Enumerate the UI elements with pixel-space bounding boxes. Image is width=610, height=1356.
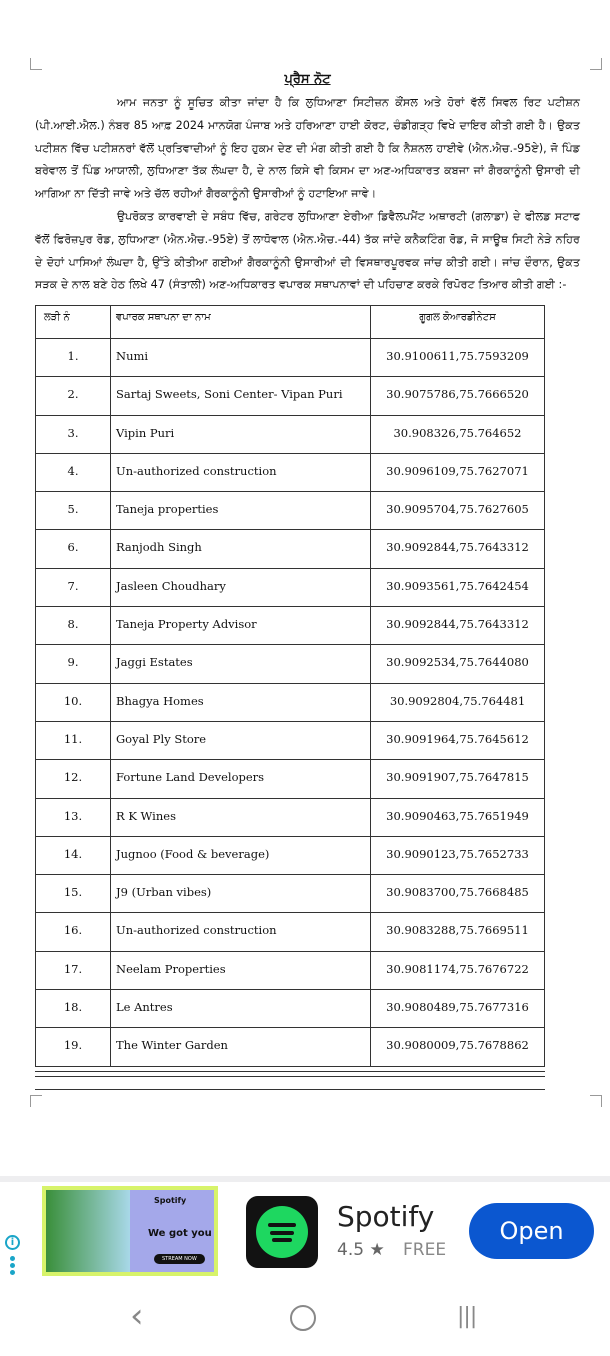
- table-row: [36, 990, 545, 1028]
- table-header-row: [36, 306, 545, 339]
- coordinates-cell: 30.908326,75.764652: [371, 415, 545, 453]
- coordinates-cell: 30.9083288,75.7669511: [371, 913, 545, 951]
- establishment-name-cell: Goyal Ply Store: [111, 721, 371, 759]
- serial-number-cell: 1.: [36, 339, 111, 377]
- paragraph: [35, 206, 580, 297]
- table-row: [36, 798, 545, 836]
- establishment-name-cell: Jugnoo (Food & beverage): [111, 836, 371, 874]
- establishment-name-cell: The Winter Garden: [111, 1028, 371, 1066]
- paragraph-text: ਉਪਰੋਕਤ ਕਾਰਵਾਈ ਦੇ ਸਬੰਧ ਵਿੱਚ, ਗਰੇਟਰ ਲੁਧਿਆਣਾ ਏਰੀਆ ਡਿਵੈਲਪਮੈਂਟ ਅਥਾਰਟੀ (ਗਲਾਡਾ) ਦੇ ਫੀਲਡ ਸਟਾਫ ਵੱਲੋਂ ਫਿਰੋਜ਼ਪੁਰ ਰੋਡ, ਲੁਧਿਆਣਾ (ਐਨ.ਐਚ.-95ਏ) ਤੋਂ ਲਾਧੋਵਾਲ (ਐਨ.ਐਚ.-44) ਤੱਕ ਜਾਂਦੇ ਕਨੈਕਟਿੰਗ ਰੋਡ, ਜੋ ਸਾਊਥ ਸਿਟੀ ਨੇੜੇ ਨਹਿਰ ਦੇ ਦੋਹਾਂ ਪਾਸਿਆਂ ਲੰਘਦਾ ਹੈ, ਉੱਤੇ ਕੀਤੀਆ ਗਈਆਂ ਗੈਰਕਾਨੂੰਨੀ ਉਸਾਰੀਆਂ ਦੀ ਵਿਸਥਾਰਪੂਰਵਕ ਜਾਂਚ ਕੀਤੀ ਗਈ। ਜਾਂਚ ਦੌਰਾਨ, ਉਕਤ ਸੜਕ ਦੇ ਨਾਲ ਬਣੇ ਹੇਠ ਲਿਖੇ 47 (ਸੰਤਾਲੀ) ਅਣ-ਅਧਿਕਾਰਤ ਵਪਾਰਕ ਸਥਾਪਨਾਵਾਂ ਦੀ ਪਹਿਚਾਣ ਕਰਕੇ ਰਿਪੋਰਟ ਤਿਆਰ ਕੀਤੀ ਗਈ :-: [35, 209, 580, 292]
- serial-number-cell: 11.: [36, 721, 111, 759]
- coordinates-cell: 30.9092534,75.7644080: [371, 645, 545, 683]
- establishments-table: [35, 305, 545, 1067]
- coordinates-cell: 30.9100611,75.7593209: [371, 339, 545, 377]
- document-title: ਪ੍ਰੈਸ ਨੋਟ: [284, 72, 331, 87]
- establishment-name-cell: Taneja properties: [111, 492, 371, 530]
- establishment-name-cell: Taneja Property Advisor: [111, 607, 371, 645]
- page-corner-mark: [590, 1095, 602, 1107]
- serial-number-cell: 9.: [36, 645, 111, 683]
- serial-number-cell: 3.: [36, 415, 111, 453]
- table-row: [36, 453, 545, 491]
- establishment-name-cell: Ranjodh Singh: [111, 530, 371, 568]
- establishment-name-cell: Un-authorized construction: [111, 913, 371, 951]
- establishment-name-cell: Un-authorized construction: [111, 453, 371, 491]
- serial-number-cell: 12.: [36, 760, 111, 798]
- coordinates-cell: 30.9093561,75.7642454: [371, 568, 545, 606]
- ad-app-name[interactable]: Spotify: [337, 1200, 435, 1233]
- open-button[interactable]: Open: [469, 1203, 594, 1259]
- paragraph-text: ਆਮ ਜਨਤਾ ਨੂੰ ਸੂਚਿਤ ਕੀਤਾ ਜਾਂਦਾ ਹੈ ਕਿ ਲੁਧਿਆਣਾ ਸਿਟੀਜ਼ਨ ਕੌਂਸਲ ਅਤੇ ਹੋਰਾਂ ਵੱਲੋਂ ਸਿਵਲ ਰਿਟ ਪਟੀਸ਼ਨ (ਪੀ.ਆਈ.ਐਲ.) ਨੰਬਰ 85 ਆਫ਼ 2024 ਮਾਨਯੋਗ ਪੰਜਾਬ ਅਤੇ ਹਰਿਆਣਾ ਹਾਈ ਕੋਰਟ, ਚੰਡੀਗੜ੍ਹ ਵਿਖੇ ਦਾਇਰ ਕੀਤੀ ਗਈ ਹੈ। ਉਕਤ ਪਟੀਸ਼ਨ ਵਿੱਚ ਪਟੀਸ਼ਨਰਾਂ ਵੱਲੋਂ ਪ੍ਰਤਿਵਾਦੀਆਂ ਨੂੰ ਇਹ ਹੁਕਮ ਦੇਣ ਦੀ ਮੰਗ ਕੀਤੀ ਗਈ ਹੈ ਕਿ ਨੈਸ਼ਨਲ ਹਾਈਵੇ (ਐਨ.ਐਚ.-95ਏ), ਜੋ ਪਿੰਡ ਬਰੇਵਾਲ ਤੋਂ ਪਿੰਡ ਆਯਾਲੀ, ਲੁਧਿਆਣਾ ਤੱਕ ਲੰਘਦਾ ਹੈ, ਦੇ ਨਾਲ ਕਿਸੇ ਵੀ ਕਿਸਮ ਦਾ ਅਣ-ਅਧਿਕਾਰਤ ਕਬਜਾ ਜਾਂ ਗੈਰਕਾਨੂੰਨੀ ਉਸਾਰੀ ਦੀ ਆਗਿਆ ਨਾ ਦਿੱਤੀ ਜਾਵੇ ਅਤੇ ਚੱਲ ਰਹੀਆਂ ਗੈਰਕਾਨੂੰਨੀ ਉਸਾਰੀਆਂ ਨੂੰ ਹਟਾਇਆ ਜਾਵੇ।: [35, 96, 580, 201]
- ad-app-price: FREE: [403, 1240, 447, 1260]
- coordinates-cell: 30.9092804,75.764481: [371, 683, 545, 721]
- table-row: [36, 951, 545, 989]
- coordinates-cell: 30.9080489,75.7677316: [371, 990, 545, 1028]
- ad-info-icon[interactable]: i: [5, 1235, 20, 1250]
- table-divider: [35, 1071, 545, 1072]
- serial-number-cell: 4.: [36, 453, 111, 491]
- coordinates-cell: 30.9083700,75.7668485: [371, 875, 545, 913]
- coordinates-cell: 30.9090463,75.7651949: [371, 798, 545, 836]
- back-nav-icon[interactable]: ‹: [130, 1296, 144, 1336]
- serial-number-cell: 2.: [36, 377, 111, 415]
- table-row: [36, 683, 545, 721]
- ad-creative-cta: STREAM NOW: [154, 1254, 205, 1264]
- coordinates-cell: 30.9092844,75.7643312: [371, 530, 545, 568]
- coordinates-cell: 30.9080009,75.7678862: [371, 1028, 545, 1066]
- table-row: [36, 415, 545, 453]
- coordinates-cell: 30.9081174,75.7676722: [371, 951, 545, 989]
- establishment-name-cell: Fortune Land Developers: [111, 760, 371, 798]
- serial-number-cell: 18.: [36, 990, 111, 1028]
- ad-creative-brand: Spotify: [154, 1196, 187, 1205]
- serial-number-cell: 17.: [36, 951, 111, 989]
- ad-creative-image[interactable]: [42, 1186, 218, 1276]
- table-row: [36, 760, 545, 798]
- establishment-name-cell: Vipin Puri: [111, 415, 371, 453]
- table-divider: [35, 1089, 545, 1090]
- establishment-name-cell: R K Wines: [111, 798, 371, 836]
- serial-number-cell: 15.: [36, 875, 111, 913]
- establishment-name-cell: Le Antres: [111, 990, 371, 1028]
- table-row: [36, 377, 545, 415]
- home-nav-icon[interactable]: [290, 1305, 316, 1331]
- table-row: [36, 913, 545, 951]
- table-row: [36, 721, 545, 759]
- coordinates-cell: 30.9091964,75.7645612: [371, 721, 545, 759]
- coordinates-cell: 30.9092844,75.7643312: [371, 607, 545, 645]
- table-row: [36, 1028, 545, 1066]
- paragraph: [35, 92, 580, 206]
- serial-number-cell: 10.: [36, 683, 111, 721]
- coordinates-cell: 30.9091907,75.7647815: [371, 760, 545, 798]
- column-header-name: ਵਪਾਰਕ ਸਥਾਪਨਾ ਦਾ ਨਾਮ: [111, 306, 371, 339]
- establishment-name-cell: Numi: [111, 339, 371, 377]
- table-divider: [35, 1076, 545, 1077]
- establishment-name-cell: J9 (Urban vibes): [111, 875, 371, 913]
- coordinates-cell: 30.9096109,75.7627071: [371, 453, 545, 491]
- ad-app-rating: 4.5 ★: [337, 1240, 385, 1260]
- ad-more-options-icon[interactable]: [10, 1256, 15, 1277]
- serial-number-cell: 5.: [36, 492, 111, 530]
- serial-number-cell: 13.: [36, 798, 111, 836]
- table-row: [36, 875, 545, 913]
- press-note-document: [35, 72, 580, 297]
- establishment-name-cell: Sartaj Sweets, Soni Center- Vipan Puri: [111, 377, 371, 415]
- serial-number-cell: 16.: [36, 913, 111, 951]
- serial-number-cell: 8.: [36, 607, 111, 645]
- serial-number-cell: 6.: [36, 530, 111, 568]
- table-row: [36, 645, 545, 683]
- column-header-serial: ਲੜੀ ਨੰ: [36, 306, 111, 339]
- establishment-name-cell: Neelam Properties: [111, 951, 371, 989]
- table-row: [36, 836, 545, 874]
- table-row: [36, 530, 545, 568]
- serial-number-cell: 14.: [36, 836, 111, 874]
- coordinates-cell: 30.9095704,75.7627605: [371, 492, 545, 530]
- page-corner-mark: [590, 58, 602, 70]
- establishment-name-cell: Bhagya Homes: [111, 683, 371, 721]
- serial-number-cell: 19.: [36, 1028, 111, 1066]
- serial-number-cell: 7.: [36, 568, 111, 606]
- establishment-name-cell: Jasleen Choudhary: [111, 568, 371, 606]
- table-row: [36, 607, 545, 645]
- page-corner-mark: [30, 1095, 42, 1107]
- ad-creative-tagline: We got you: [148, 1228, 212, 1239]
- page-corner-mark: [30, 58, 42, 70]
- table-row: [36, 492, 545, 530]
- coordinates-cell: 30.9075786,75.7666520: [371, 377, 545, 415]
- table-row: [36, 568, 545, 606]
- coordinates-cell: 30.9090123,75.7652733: [371, 836, 545, 874]
- table-row: [36, 339, 545, 377]
- spotify-app-icon[interactable]: [246, 1196, 318, 1268]
- establishment-name-cell: Jaggi Estates: [111, 645, 371, 683]
- column-header-coordinates: ਗੂਗਲ ਕੋਆਰਡੀਨੇਟਸ: [371, 306, 545, 339]
- recents-nav-icon[interactable]: |||: [457, 1304, 477, 1329]
